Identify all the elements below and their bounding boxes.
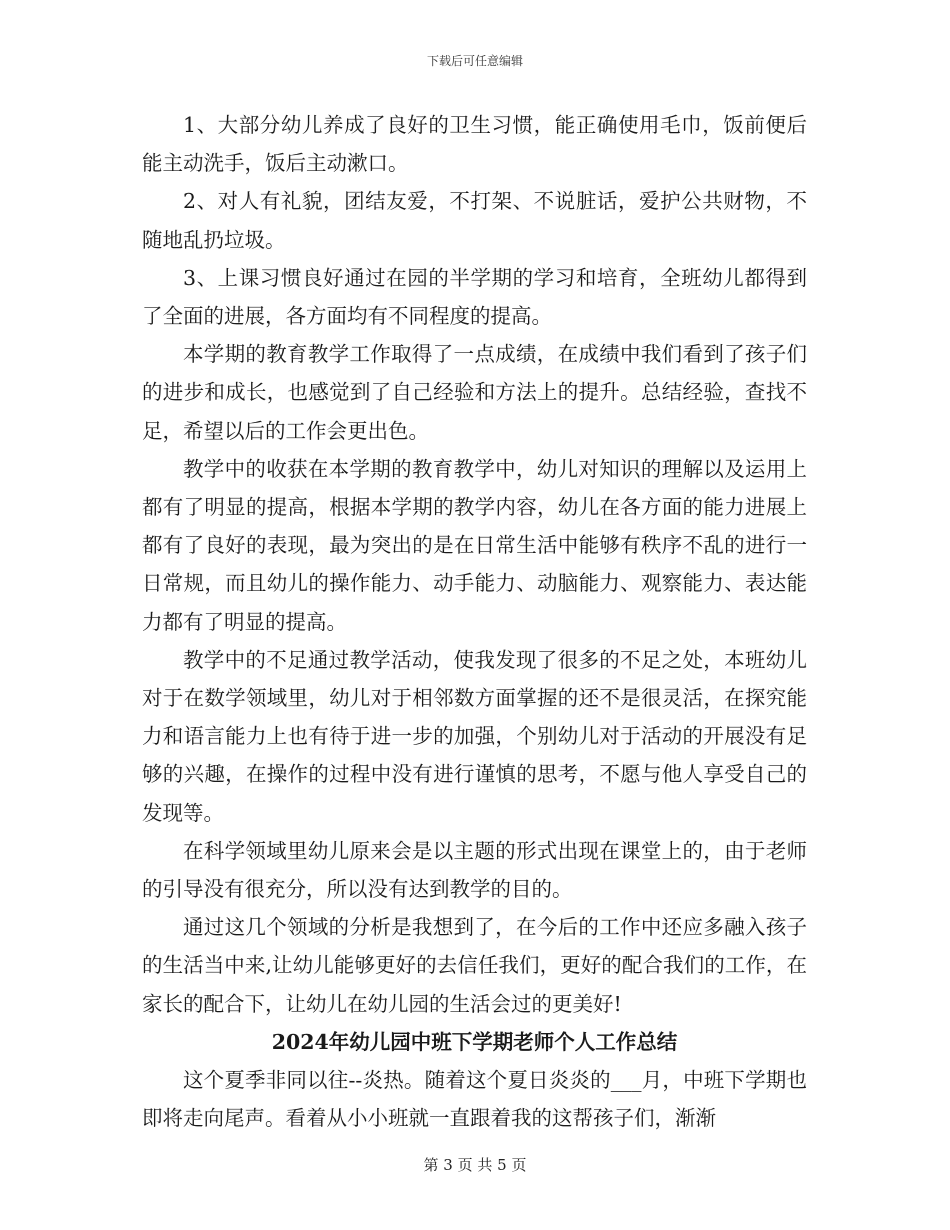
section-title: 2024年幼儿园中班下学期老师个人工作总结 (271, 1029, 678, 1054)
paragraph: 2、对人有礼貌，团结友爱，不打架、不说脏话，爱护公共财物，不随地乱扔垃圾。 (142, 189, 807, 252)
paragraph: 在科学领域里幼儿原来会是以主题的形式出现在课堂上的，由于老师的引导没有很充分，所以没有达到教学的目的。 (142, 838, 807, 902)
document-body (142, 106, 807, 1137)
page-footer: 第 3 页 共 5 页 (423, 1156, 527, 1174)
paragraph: 通过这几个领域的分析是我想到了，在今后的工作中还应多融入孩子的生活当中来,让幼儿能够更好的去信任我们，更好的配合我们的工作，在家长的配合下，让幼儿在幼儿园的生活会过的更美好! (142, 915, 807, 1016)
paragraph: 1、大部分幼儿养成了良好的卫生习惯，能正确使用毛巾，饭前便后能主动洗手，饭后主动漱口。 (142, 113, 807, 176)
paragraph: 教学中的不足通过教学活动，使我发现了很多的不足之处，本班幼儿对于在数学领域里，幼儿对于相邻数方面掌握的还不是很灵活，在探究能力和语言能力上也有待于进一步的加强，个别幼儿对于活动的开展没有足够的兴趣，在操作的过程中没有进行谨慎的思考，不愿与他人享受自己的发现等。 (142, 647, 807, 825)
paragraph: 这个夏季非同以往--炎热。随着这个夏日炎炎的___月，中班下学期也即将走向尾声。看着从小小班就一直跟着我的这帮孩子们，渐渐 (142, 1068, 807, 1131)
page-header: 下载后可任意编辑 (426, 54, 523, 68)
paragraph: 教学中的收获在本学期的教育教学中，幼儿对知识的理解以及运用上都有了明显的提高，根据本学期的教学内容，幼儿在各方面的能力进展上都有了良好的表现，最为突出的是在日常生活中能够有秩序不乱的进行一日常规，而且幼儿的操作能力、动手能力、动脑能力、观察能力、表达能力都有了明显的提高。 (142, 456, 807, 634)
paragraph: 本学期的教育教学工作取得了一点成绩，在成绩中我们看到了孩子们的进步和成长，也感觉到了自己经验和方法上的提升。总结经验，查找不足，希望以后的工作会更出色。 (142, 342, 807, 443)
paragraph: 3、上课习惯良好通过在园的半学期的学习和培育，全班幼儿都得到了全面的进展，各方面均有不同程度的提高。 (142, 265, 807, 329)
